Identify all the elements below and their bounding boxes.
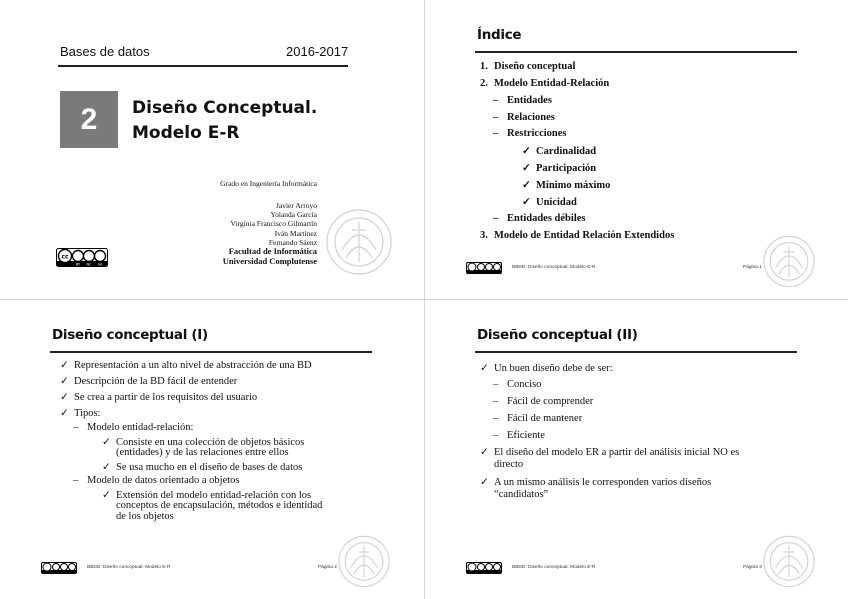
list-item: – Conciso [493,379,542,390]
title-rule [58,65,348,67]
cc-license-icon [466,562,502,574]
svg-text:SA: SA [97,262,103,267]
list-item: ✓ Participación [522,163,597,174]
footer-text: BBDD: Diseño conceptual. Modelo E-R [87,565,171,570]
list-item: ✓ Se usa mucho en el diseño de bases de datos [102,462,303,473]
list-item: conceptos de encapsulación, métodos e identidad [116,500,323,511]
course-name: Bases de datos [60,44,150,59]
chapter-number-box [60,91,118,148]
chapter-title [132,96,317,146]
course-year: 2016-2017 [286,44,349,59]
list-item: ✓ El diseño del modelo ER a partir del análisis inicial NO es [480,447,740,458]
list-item: ✓ Extensión del modelo entidad-relación con los [102,490,312,501]
author: Iván Martínez [274,228,317,238]
list-item: ✓ Unicidad [522,197,577,208]
slide-heading: Diseño conceptual (I) [52,327,208,343]
page-number: Página 2 [318,565,337,570]
faculty-name: Facultad de Informática [228,246,317,256]
list-item: de los objetos [116,511,174,522]
list-item: – Eficiente [493,430,545,441]
list-item: ✓ Mínimo máximo [522,180,611,191]
authors-list [231,201,317,247]
slide-heading: Diseño conceptual (II) [477,327,638,343]
list-item: 2. Modelo Entidad-Relación [480,78,610,89]
slide-heading: Índice [477,27,522,43]
list-item: directo [494,459,524,470]
slide-index [425,0,848,299]
heading-rule [475,51,797,53]
author: Javier Arroyo [275,201,317,210]
list-item: – Restricciones [493,128,567,139]
university-seal-icon [760,228,818,290]
footer-text: BBDD: Diseño conceptual. Modelo E-R [512,565,596,570]
chapter-number: 2 [80,102,98,136]
page-number: Página 1 [743,265,762,270]
list-item: ✓ Representación a un alto nivel de abstracción de una BD [60,360,312,371]
institution [223,246,317,266]
list-item: – Relaciones [493,112,555,123]
author: Fernando Sáenz [268,237,317,247]
list-item: 1. Diseño conceptual [480,61,576,72]
university-seal-icon [322,200,396,278]
author: Virginia Francisco Gilmartín [230,219,317,229]
list-item: “candidatos” [494,489,549,500]
slide-diseno-conceptual-1 [0,300,424,599]
list-item: ✓ Cardinalidad [522,146,597,157]
slide-title [0,0,424,299]
page-number: Página 3 [743,565,762,570]
list-item: ✓ Un buen diseño debe de ser: [480,363,613,374]
list-item: ✓ Se crea a partir de los requisitos del usuario [60,392,258,403]
cc-license-icon [466,262,502,274]
list-item: ✓ Consiste en una colección de objetos básicos [102,437,305,448]
list-item: – Modelo de datos orientado a objetos [73,475,240,486]
svg-text:cc: cc [61,253,69,261]
list-item: – Entidades débiles [493,213,586,224]
list-item: ✓ Descripción de la BD fácil de entender [60,376,238,387]
list-item: – Entidades [493,95,552,106]
university-seal-icon [760,528,818,590]
list-item: – Fácil de comprender [493,396,594,407]
author: Yolanda García [270,210,317,220]
list-item: ✓ A un mismo análisis le corresponden varios diseños [480,477,712,488]
footer-text: BBDD: Diseño conceptual. Modelo E-R [512,265,596,270]
svg-text:BY: BY [75,262,81,267]
university-name: Universidad Complutense [222,256,317,266]
list-item: (entidades) y de las relaciones entre ellos [116,447,289,458]
slide-diseno-conceptual-2 [425,300,848,599]
svg-text:NC: NC [86,262,92,267]
list-item: – Modelo entidad-relación: [73,422,194,433]
heading-rule [50,351,372,353]
university-seal-icon [335,528,393,590]
list-item: 3. Modelo de Entidad Relación Extendidos [480,230,675,241]
heading-rule [475,351,797,353]
chapter-title-line1: Diseño Conceptual. [132,98,318,118]
cc-by-nc-sa-icon [56,248,108,267]
list-item: – Fácil de mantener [493,413,583,424]
list-item: ✓ Tipos: [60,408,101,419]
chapter-title-line2: Modelo E-R [132,123,240,143]
degree-name: Grado en Ingeniería Informática [220,179,317,188]
cc-license-icon [41,562,77,574]
